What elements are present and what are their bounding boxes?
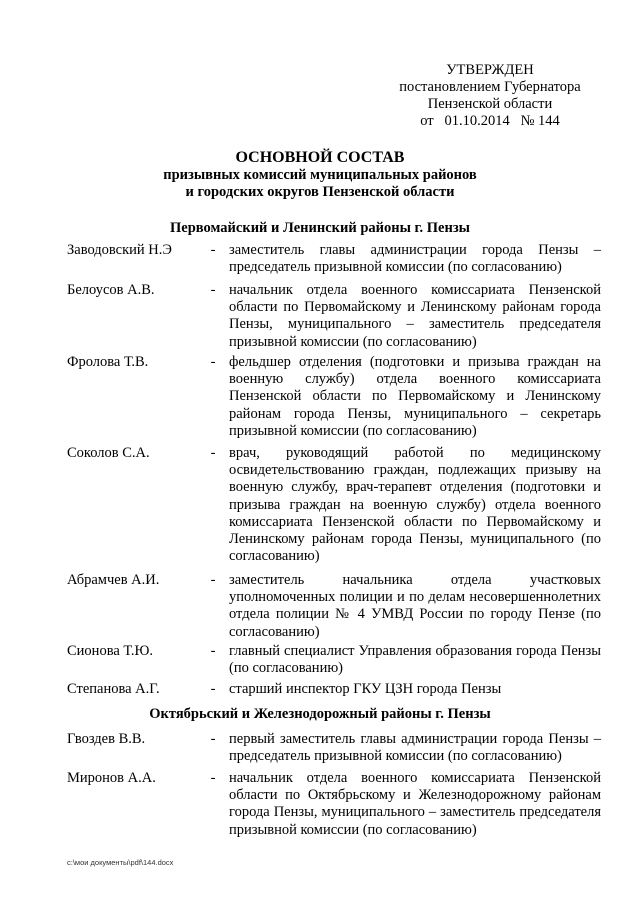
member-dash: - xyxy=(210,643,216,659)
member-name: Абрамчев А.И. xyxy=(67,572,160,588)
document-title xyxy=(0,148,640,201)
member-dash: - xyxy=(210,354,216,370)
approval-stamp xyxy=(380,62,600,130)
member-name: Степанова А.Г. xyxy=(67,681,160,697)
member-role: старший инспектор ГКУ ЦЗН города Пензы xyxy=(229,681,502,697)
title-sub-1: призывных комиссий муниципальных районов xyxy=(163,167,477,183)
member-name: Миронов А.А. xyxy=(67,770,156,786)
member-role: начальник отдела военного комиссариата Пензенской области по Октябрьскому и Железнодорожному районам города Пензы, муниципального – заместитель председателя призывной комиссии (по согласованию) xyxy=(229,770,601,838)
approval-by: постановлением Губернатора xyxy=(399,79,581,95)
member-dash: - xyxy=(210,282,216,298)
member-name: Фролова Т.В. xyxy=(67,354,149,370)
member-name: Заводовский Н.Э xyxy=(67,242,172,258)
approval-title: УТВЕРЖДЕН xyxy=(446,62,534,78)
member-role: начальник отдела военного комиссариата Пензенской области по Первомайскому и Ленинскому районам города Пензы, муниципального – заместитель председателя призывной комиссии (по согласованию) xyxy=(229,282,601,350)
section-heading: Октябрьский и Железнодорожный районы г. Пензы xyxy=(149,706,491,722)
member-dash: - xyxy=(210,572,216,588)
approval-date: 01.10.2014 xyxy=(444,113,510,129)
footer-file-path: c:\мои документы\pdf\144.docx xyxy=(67,858,174,867)
member-dash: - xyxy=(210,731,216,747)
title-main: ОСНОВНОЙ СОСТАВ xyxy=(235,149,405,166)
member-dash: - xyxy=(210,445,216,461)
member-name: Белоусов А.В. xyxy=(67,282,155,298)
member-role: фельдшер отделения (подготовки и призыва граждан на военную службу) отдела военного комиссариата Пензенской области по Первомайскому и Ленинскому районам города Пензы, муниципального – секретарь призывной комиссии (по согласованию) xyxy=(229,354,601,439)
approval-number: № 144 xyxy=(520,113,560,129)
approval-region: Пензенской области xyxy=(427,96,553,112)
approval-date-line xyxy=(380,113,600,130)
member-dash: - xyxy=(210,242,216,258)
member-dash: - xyxy=(210,681,216,697)
member-role: главный специалист Управления образования города Пензы (по согласованию) xyxy=(229,643,601,677)
member-role: первый заместитель главы администрации города Пензы – председатель призывной комиссии (по согласованию) xyxy=(229,731,601,765)
member-name: Сионова Т.Ю. xyxy=(67,643,153,659)
section-heading: Первомайский и Ленинский районы г. Пензы xyxy=(170,220,470,236)
member-dash: - xyxy=(210,770,216,786)
member-role: заместитель главы администрации города Пензы – председатель призывной комиссии (по согласованию) xyxy=(229,242,601,276)
member-name: Гвоздев В.В. xyxy=(67,731,146,747)
member-role: врач, руководящий работой по медицинскому освидетельствованию граждан, подлежащих призыву на военную службу, врач-терапевт отделения (подготовки и призыва граждан на военную службу) отдела военного комиссариата Пензенской области по Первомайскому и Ленинскому районам города Пензы, муниципального (по согласованию) xyxy=(229,445,601,565)
member-role: заместитель начальника отдела участковых уполномоченных полиции и по делам несовершеннолетних отдела полиции № 4 УМВД России по городу Пензе (по согласованию) xyxy=(229,572,601,640)
title-sub-2: и городских округов Пензенской области xyxy=(185,184,455,200)
approval-prefix: от xyxy=(420,113,434,129)
member-name: Соколов С.А. xyxy=(67,445,150,461)
